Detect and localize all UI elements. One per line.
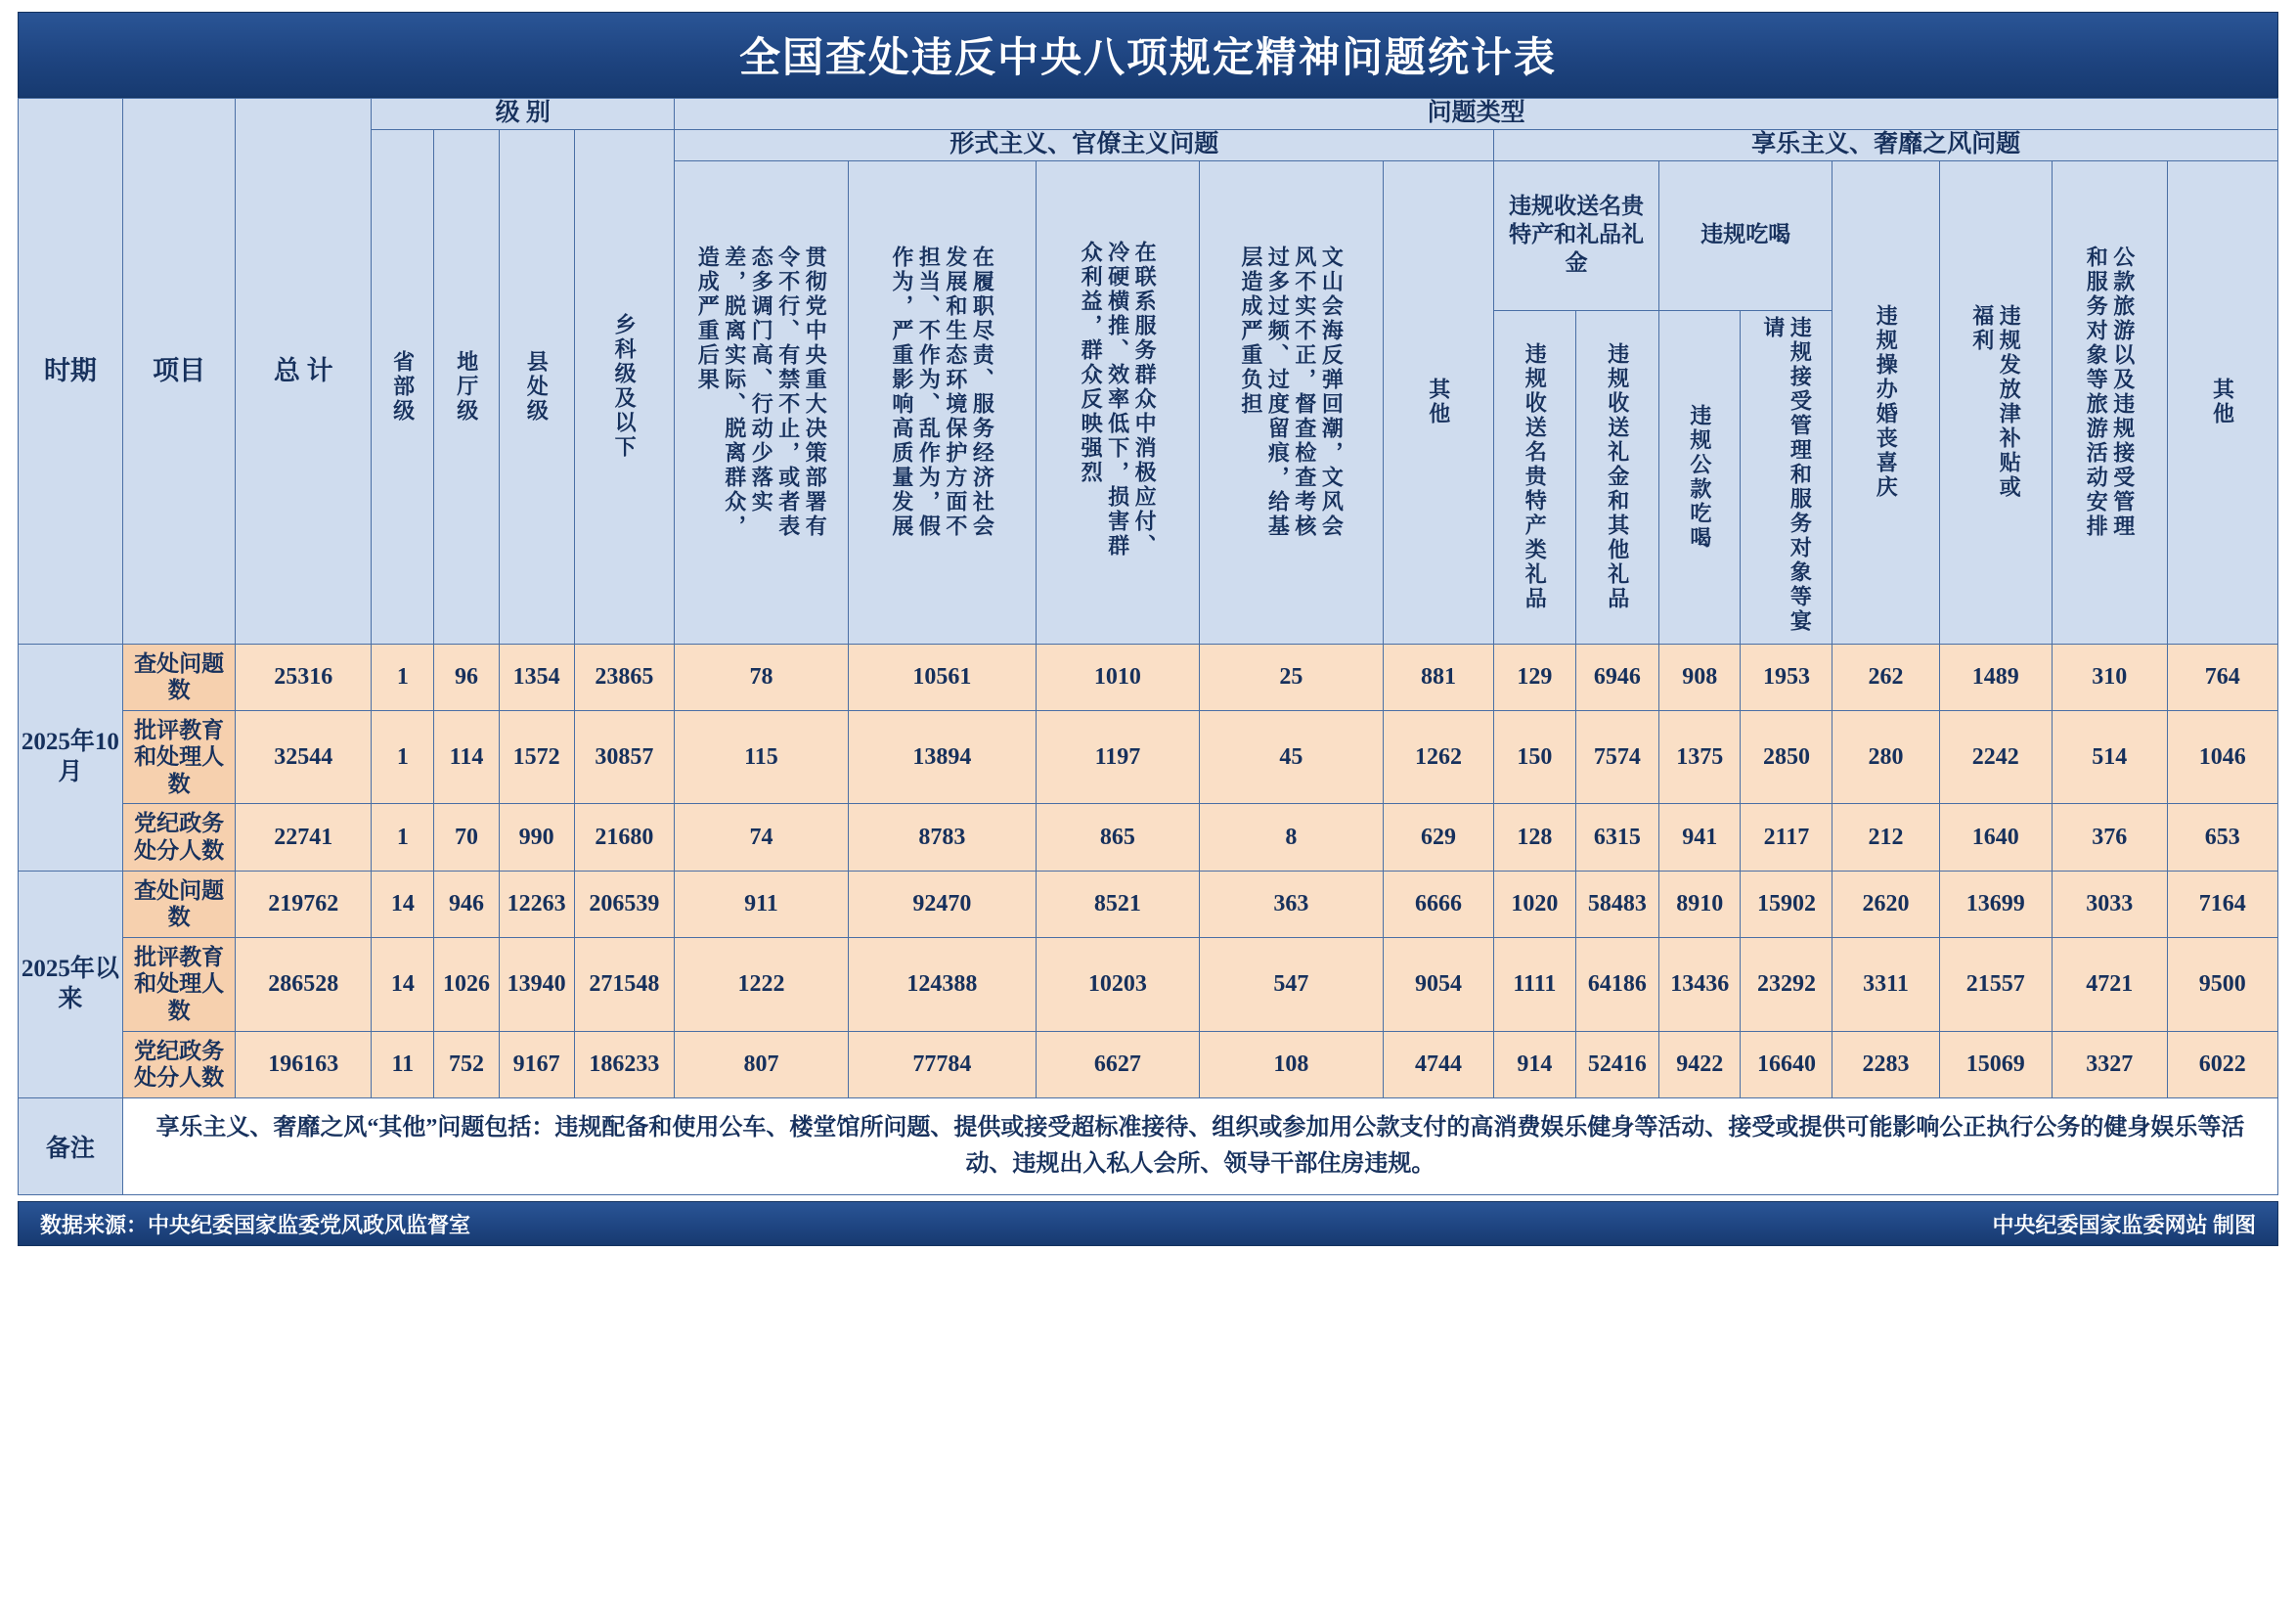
value-formalism-0: 78 (675, 644, 848, 710)
footer-source: 数据来源：中央纪委国家监委党风政风监督室 (40, 1212, 471, 1237)
value-hedonism-4: 212 (1832, 804, 1939, 871)
value-level-3: 21680 (574, 804, 675, 871)
value-hedonism-6: 376 (2052, 804, 2167, 871)
header-formalism-col-4: 文山会海反弹回潮，文风会风不实不正，督查检查考核过多过频、过度留痕，给基层造成严重负担 (1199, 160, 1383, 644)
header-formalism-col-2: 在履职尽责、服务经济社会发展和生态环境保护方面不担当、不作为、乱作为，假作为，严重影响高质量发展 (848, 160, 1036, 644)
value-level-1: 70 (434, 804, 499, 871)
value-hedonism-5: 1489 (1939, 644, 2052, 710)
header-level-di-ting: 地厅级 (434, 129, 499, 644)
value-formalism-1: 10561 (848, 644, 1036, 710)
value-hedonism-6: 3033 (2052, 871, 2167, 937)
header-period: 时期 (19, 99, 123, 645)
header-hedonism-gift-specialty: 违规收送名贵特产类礼品 (1494, 310, 1575, 644)
page-title: 全国查处违反中央八项规定精神问题统计表 (18, 12, 2278, 98)
header-hedonism-allowance: 违规发放津补贴或福利 (1939, 160, 2052, 644)
table-row (19, 871, 2278, 937)
value-total: 25316 (236, 644, 372, 710)
value-total: 196163 (236, 1031, 372, 1097)
table-row (19, 710, 2278, 804)
value-level-2: 1354 (499, 644, 574, 710)
value-hedonism-3: 2850 (1741, 710, 1832, 804)
value-formalism-4: 4744 (1383, 1031, 1493, 1097)
value-formalism-2: 865 (1037, 804, 1200, 871)
value-level-0: 1 (372, 644, 434, 710)
value-formalism-0: 911 (675, 871, 848, 937)
header-hedonism-gift-money: 违规收送礼金和其他礼品 (1575, 310, 1658, 644)
header-formalism-col-1: 贯彻党中央重大决策部署有令不行、有禁不止，或者表态多调门高、行动少落实差，脱离实际、脱离群众，造成严重后果 (675, 160, 848, 644)
table-row (19, 644, 2278, 710)
value-formalism-1: 13894 (848, 710, 1036, 804)
value-hedonism-5: 1640 (1939, 804, 2052, 871)
header-formalism-group: 形式主义、官僚主义问题 (675, 129, 1494, 160)
value-hedonism-0: 129 (1494, 644, 1575, 710)
value-hedonism-7: 764 (2167, 644, 2277, 710)
value-level-0: 1 (372, 804, 434, 871)
item-label: 批评教育和处理人数 (122, 937, 235, 1031)
value-level-3: 206539 (574, 871, 675, 937)
value-formalism-0: 1222 (675, 937, 848, 1031)
value-formalism-0: 74 (675, 804, 848, 871)
table-row (19, 1031, 2278, 1097)
value-formalism-2: 6627 (1037, 1031, 1200, 1097)
value-hedonism-5: 15069 (1939, 1031, 2052, 1097)
value-total: 32544 (236, 710, 372, 804)
header-level-group: 级 别 (372, 99, 675, 130)
value-hedonism-7: 653 (2167, 804, 2277, 871)
header-hedonism-gift-group: 违规收送名贵特产和礼品礼金 (1494, 161, 1658, 311)
value-formalism-3: 363 (1199, 871, 1383, 937)
value-level-1: 752 (434, 1031, 499, 1097)
item-label: 党纪政务处分人数 (122, 1031, 235, 1097)
header-hedonism-group: 享乐主义、奢靡之风问题 (1494, 129, 2278, 160)
note-text: 享乐主义、奢靡之风“其他”问题包括：违规配备和使用公车、楼堂馆所问题、提供或接受超标准接待、组织或参加用公款支付的高消费娱乐健身等活动、接受或提供可能影响公正执行公务的健身娱乐等活动、违规出入私人会所、领导干部住房违规。 (122, 1097, 2277, 1194)
value-formalism-4: 1262 (1383, 710, 1493, 804)
value-hedonism-4: 3311 (1832, 937, 1939, 1031)
value-hedonism-3: 23292 (1741, 937, 1832, 1031)
value-level-2: 9167 (499, 1031, 574, 1097)
header-hedonism-dining-group: 违规吃喝 (1659, 161, 1832, 311)
value-formalism-1: 8783 (848, 804, 1036, 871)
value-hedonism-0: 128 (1494, 804, 1575, 871)
value-hedonism-5: 2242 (1939, 710, 2052, 804)
item-label: 查处问题数 (122, 644, 235, 710)
value-formalism-3: 547 (1199, 937, 1383, 1031)
value-hedonism-2: 1375 (1659, 710, 1741, 804)
value-hedonism-1: 52416 (1575, 1031, 1659, 1097)
value-level-1: 946 (434, 871, 499, 937)
statistics-table (18, 98, 2278, 1195)
value-level-1: 114 (434, 710, 499, 804)
value-hedonism-3: 1953 (1741, 644, 1832, 710)
value-level-1: 1026 (434, 937, 499, 1031)
value-level-1: 96 (434, 644, 499, 710)
value-hedonism-5: 21557 (1939, 937, 2052, 1031)
header-row-1 (19, 99, 2278, 130)
value-hedonism-4: 2283 (1832, 1031, 1939, 1097)
value-level-2: 990 (499, 804, 574, 871)
value-hedonism-0: 914 (1494, 1031, 1575, 1097)
value-hedonism-2: 9422 (1659, 1031, 1741, 1097)
value-total: 219762 (236, 871, 372, 937)
value-level-0: 14 (372, 937, 434, 1031)
value-hedonism-3: 16640 (1741, 1031, 1832, 1097)
value-formalism-3: 8 (1199, 804, 1383, 871)
value-hedonism-7: 1046 (2167, 710, 2277, 804)
value-level-2: 12263 (499, 871, 574, 937)
item-label: 查处问题数 (122, 871, 235, 937)
value-hedonism-1: 58483 (1575, 871, 1659, 937)
value-total: 286528 (236, 937, 372, 1031)
note-row (19, 1097, 2278, 1194)
value-formalism-4: 629 (1383, 804, 1493, 871)
footer-credit: 中央纪委国家监委网站 制图 (1992, 1212, 2256, 1237)
value-hedonism-1: 6315 (1575, 804, 1659, 871)
value-formalism-4: 881 (1383, 644, 1493, 710)
value-hedonism-2: 908 (1659, 644, 1741, 710)
header-item: 项目 (122, 99, 235, 645)
value-level-0: 11 (372, 1031, 434, 1097)
value-hedonism-4: 2620 (1832, 871, 1939, 937)
value-formalism-4: 6666 (1383, 871, 1493, 937)
value-hedonism-5: 13699 (1939, 871, 2052, 937)
header-formalism-col-other: 其他 (1383, 160, 1493, 644)
value-total: 22741 (236, 804, 372, 871)
value-hedonism-1: 6946 (1575, 644, 1659, 710)
value-hedonism-6: 4721 (2052, 937, 2167, 1031)
value-hedonism-6: 310 (2052, 644, 2167, 710)
value-hedonism-0: 150 (1494, 710, 1575, 804)
value-hedonism-4: 280 (1832, 710, 1939, 804)
header-level-xiang-ke: 乡科级及以下 (574, 129, 675, 644)
value-level-0: 1 (372, 710, 434, 804)
value-level-3: 271548 (574, 937, 675, 1031)
value-level-3: 30857 (574, 710, 675, 804)
value-formalism-2: 8521 (1037, 871, 1200, 937)
value-formalism-0: 807 (675, 1031, 848, 1097)
header-problem-type-group: 问题类型 (675, 99, 2278, 130)
table-row (19, 804, 2278, 871)
value-hedonism-6: 514 (2052, 710, 2167, 804)
value-formalism-3: 108 (1199, 1031, 1383, 1097)
value-formalism-0: 115 (675, 710, 848, 804)
value-hedonism-0: 1020 (1494, 871, 1575, 937)
value-hedonism-7: 7164 (2167, 871, 2277, 937)
item-label: 党纪政务处分人数 (122, 804, 235, 871)
value-hedonism-4: 262 (1832, 644, 1939, 710)
value-hedonism-0: 1111 (1494, 937, 1575, 1031)
note-label: 备注 (19, 1097, 123, 1194)
value-formalism-2: 1010 (1037, 644, 1200, 710)
value-formalism-2: 1197 (1037, 710, 1200, 804)
value-hedonism-1: 64186 (1575, 937, 1659, 1031)
value-formalism-1: 77784 (848, 1031, 1036, 1097)
value-hedonism-3: 2117 (1741, 804, 1832, 871)
header-hedonism-other: 其他 (2167, 160, 2277, 644)
header-formalism-col-3: 在联系服务群众中消极应付、冷硬横推、效率低下，损害群众利益，群众反映强烈 (1037, 160, 1200, 644)
value-formalism-2: 10203 (1037, 937, 1200, 1031)
period-cell: 2025年10月 (19, 644, 123, 871)
header-level-xian-chu: 县处级 (499, 129, 574, 644)
value-level-2: 1572 (499, 710, 574, 804)
value-formalism-4: 9054 (1383, 937, 1493, 1031)
value-hedonism-7: 9500 (2167, 937, 2277, 1031)
table-row (19, 937, 2278, 1031)
value-hedonism-2: 8910 (1659, 871, 1741, 937)
value-formalism-1: 124388 (848, 937, 1036, 1031)
item-label: 批评教育和处理人数 (122, 710, 235, 804)
value-formalism-1: 92470 (848, 871, 1036, 937)
value-level-3: 186233 (574, 1031, 675, 1097)
footer (18, 1201, 2278, 1246)
value-level-2: 13940 (499, 937, 574, 1031)
value-level-3: 23865 (574, 644, 675, 710)
header-hedonism-nested (1494, 160, 1832, 644)
header-level-sheng-bu: 省部级 (372, 129, 434, 644)
value-formalism-3: 45 (1199, 710, 1383, 804)
value-hedonism-3: 15902 (1741, 871, 1832, 937)
value-hedonism-6: 3327 (2052, 1031, 2167, 1097)
header-hedonism-public-dining: 违规公款吃喝 (1659, 310, 1741, 644)
value-level-0: 14 (372, 871, 434, 937)
value-hedonism-7: 6022 (2167, 1031, 2277, 1097)
value-hedonism-2: 941 (1659, 804, 1741, 871)
header-hedonism-wedding: 违规操办婚丧喜庆 (1832, 160, 1939, 644)
header-hedonism-travel: 公款旅游以及违规接受管理和服务对象等旅游活动安排 (2052, 160, 2167, 644)
value-hedonism-2: 13436 (1659, 937, 1741, 1031)
header-total: 总 计 (236, 99, 372, 645)
value-hedonism-1: 7574 (1575, 710, 1659, 804)
header-hedonism-banquet: 违规接受管理和服务对象等宴请 (1741, 310, 1832, 644)
value-formalism-3: 25 (1199, 644, 1383, 710)
period-cell: 2025年以来 (19, 871, 123, 1097)
